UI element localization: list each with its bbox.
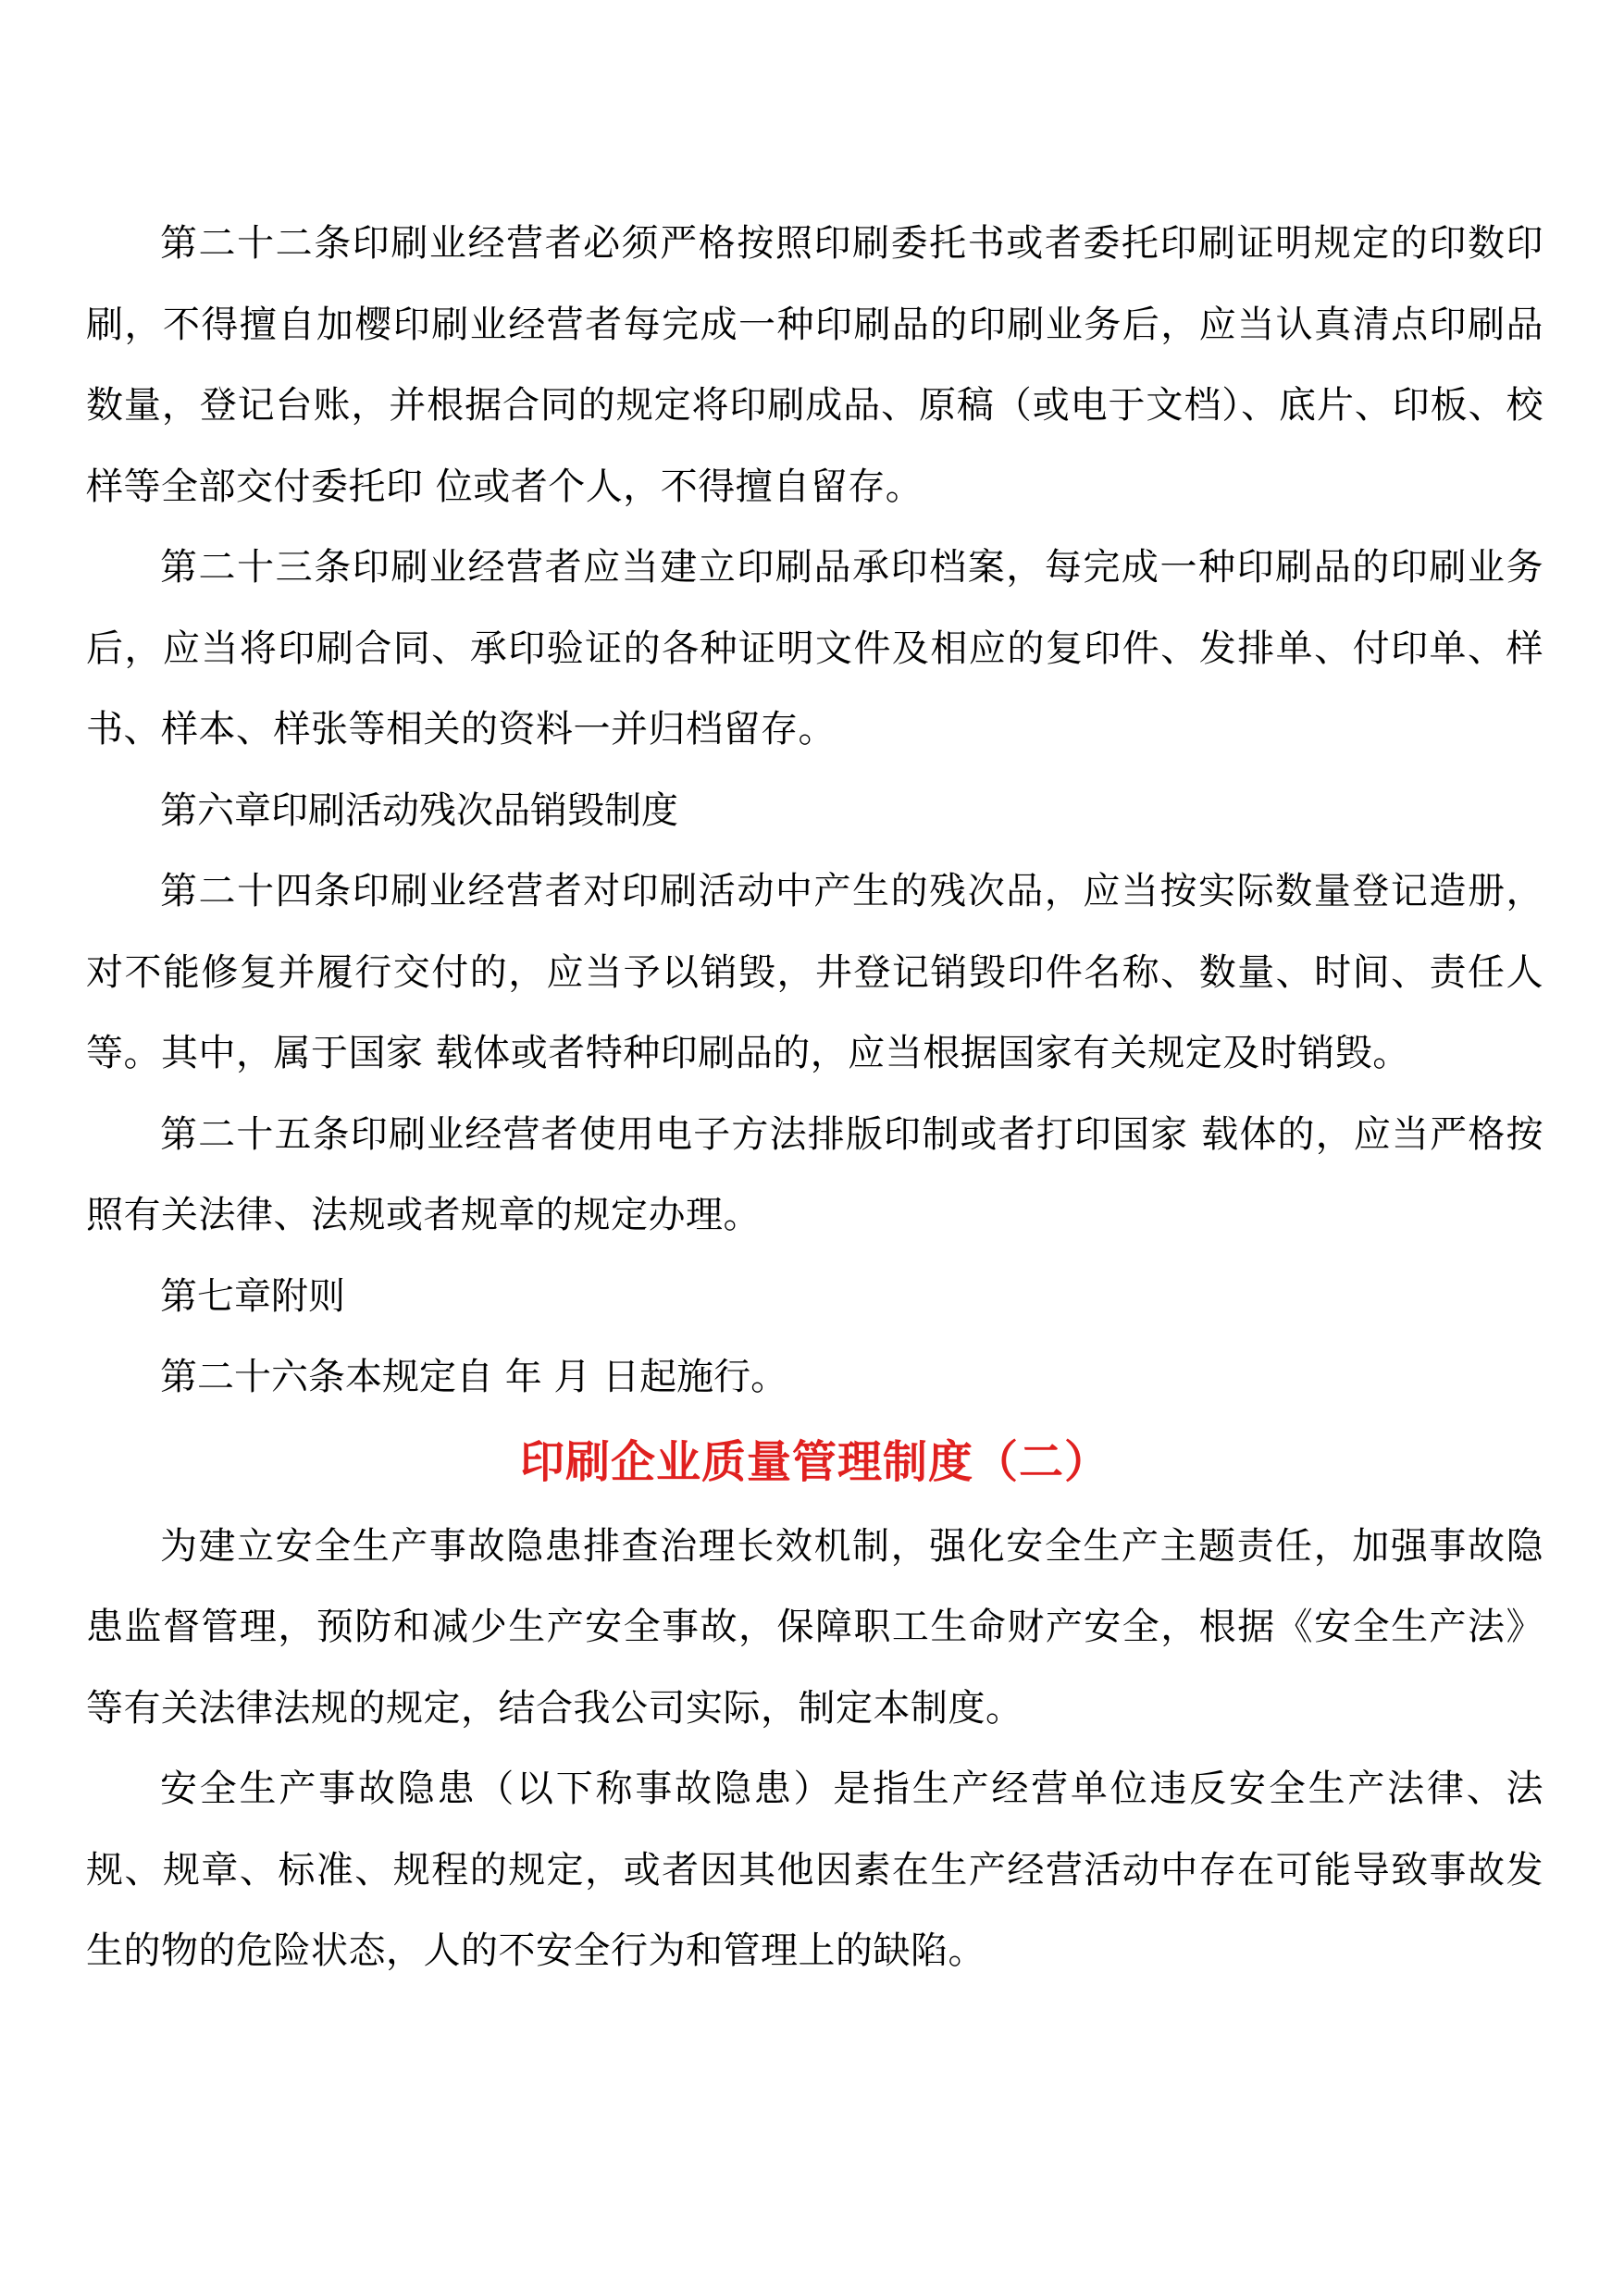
definition-paragraph: 安全生产事故隐患（以下称事故隐患）是指生产经营单位违反安全生产法律、法规、规章、标准、规程的规定，或者因其他因素在生产经营活动中存在可能导致事故发生的物的危险状态，人的不安全行为和管理上的缺陷。 bbox=[86, 1768, 1543, 1972]
document-page bbox=[86, 204, 1543, 1992]
section-subtitle: 印刷企业质量管理制度（二） bbox=[519, 1435, 1110, 1488]
chapter-6-heading: 第六章印刷活动残次品销毁制度 bbox=[160, 788, 678, 832]
article-26-paragraph: 第二十六条本规定自 年 月 日起施行。 bbox=[160, 1356, 788, 1398]
intro-paragraph: 为建立安全生产事故隐患排查治理长效机制，强化安全生产主题责任，加强事故隐患监督管理，预防和减少生产安全事故，保障职工生命财产安全，根据《安全生产法》等有关法律法规的规定，结合我公司实际，制定本制度。 bbox=[86, 1524, 1543, 1730]
article-24-paragraph: 第二十四条印刷业经营者对印刷活动中产生的残次品，应当按实际数量登记造册，对不能修复并履行交付的，应当予以销毁，井登记销毁印件名称、数量、时间、责任人等。其中，属于国家 载体或者特种印刷品的，应当根据国家有关规定及时销毁。 bbox=[86, 870, 1543, 1074]
chapter-7-heading: 第七章附则 bbox=[160, 1274, 345, 1318]
article-22-paragraph: 第二十二条印刷业经营者必须严格按照印刷委托书或者委托印刷证明规定的印数印刷，不得擅自加樱印刷业经营者每完成一种印刷品的印刷业务后，应当认真清点印刷品数量，登记台账，并根据合同的规定将印刷成品、原稿（或电于文档）、底片、印板、校样等全部交付委托印 位或者个人，不得擅自留存。 bbox=[86, 222, 1543, 508]
article-25-paragraph: 第二十五条印刷业经营者使用电子方法排版印制或者打印国家 载体的，应当严格按照有关法律、法规或者规章的规定办理。 bbox=[86, 1112, 1543, 1236]
article-23-paragraph: 第二十三条印刷业经营者应当建立印刷品承印档案，每完成一种印刷品的印刷业务后，应当将印刷合同、承印验证的各种证明文件及相应的复印件、发排单、付印单、样书、样本、样张等相关的资料一并归档留存。 bbox=[86, 546, 1543, 751]
